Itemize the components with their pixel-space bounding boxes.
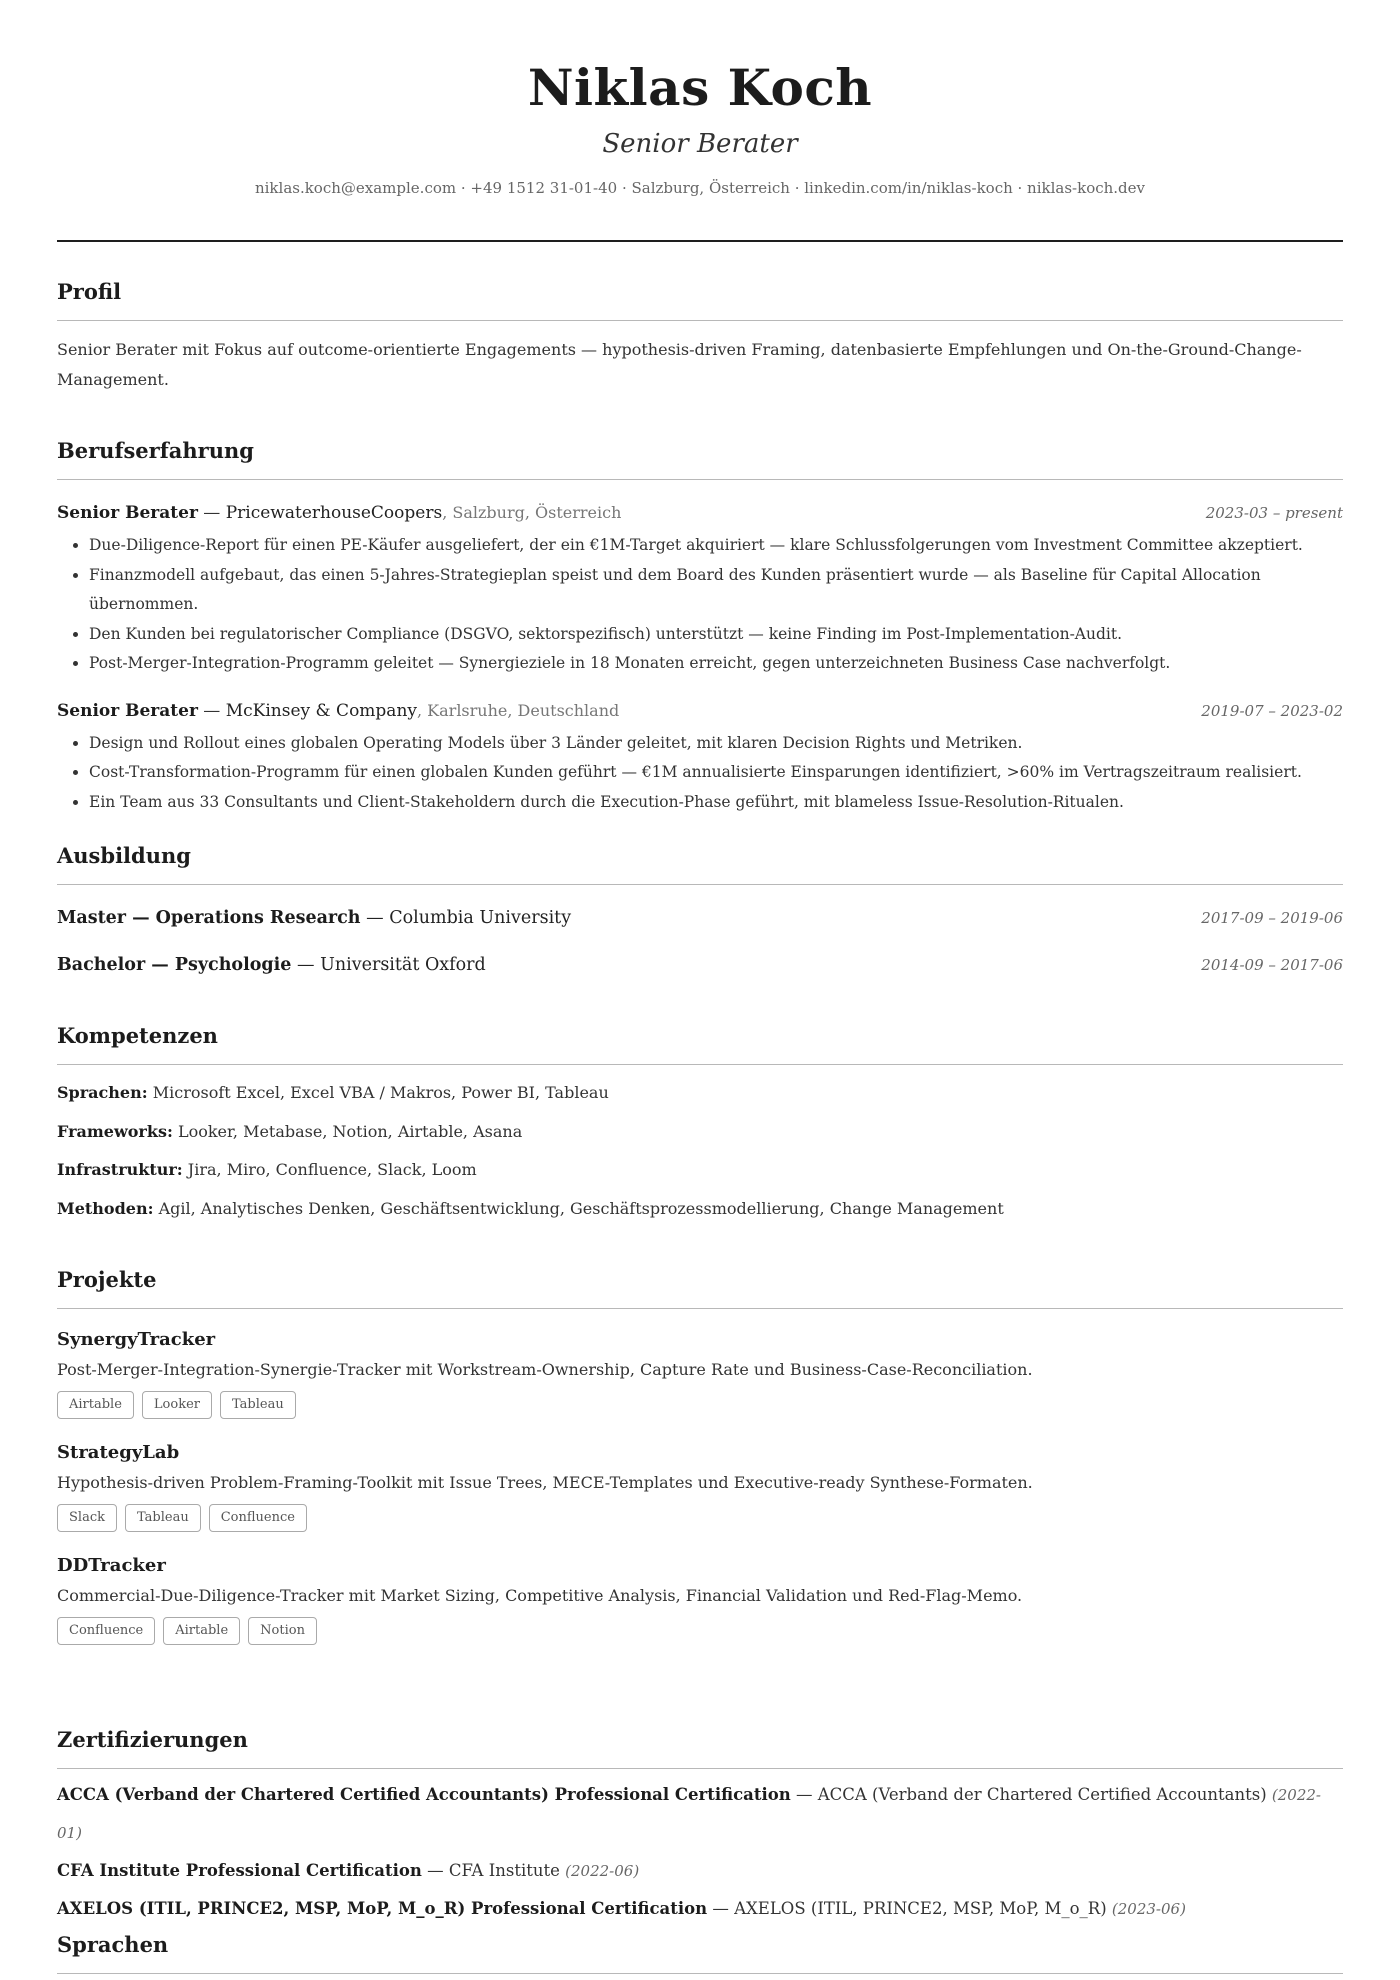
job-dates: 2023-03 – present xyxy=(1205,504,1343,522)
section-languages xyxy=(57,1931,1343,1974)
certification-entry xyxy=(57,1890,1343,1928)
skill-label: Infrastruktur: xyxy=(57,1160,183,1179)
tech-tag: Tableau xyxy=(220,1391,296,1419)
job-bullet: • Den Kunden bei regulatorischer Compliance (DSGVO, sektorspezifisch) unterstützt — keine Finding im Post-Implementation-Audit. xyxy=(89,620,1343,650)
comma-separator: , xyxy=(442,503,453,522)
section-certifications xyxy=(57,1726,1343,1928)
job-dates: 2019-07 – 2023-02 xyxy=(1201,701,1343,720)
section-education xyxy=(57,842,1343,978)
dash-separator: — xyxy=(790,1785,818,1804)
section-divider xyxy=(57,1308,1343,1309)
section-heading-skills: Kompetenzen xyxy=(57,1023,218,1048)
tech-tag: Tableau xyxy=(125,1504,201,1532)
dash-separator: — xyxy=(360,908,390,928)
job-bullet: • Finanzmodell aufgebaut, das einen 5-Jahres-Strategieplan speist und dem Board des Kunden präsentiert wurde — als Baseline für Capital Allocation übernommen. xyxy=(89,561,1343,620)
section-heading-languages: Sprachen xyxy=(57,1932,169,1957)
certification-date: (2022-06) xyxy=(565,1862,640,1880)
skill-value: Jira, Miro, Confluence, Slack, Loom xyxy=(187,1160,477,1179)
certification-date: (2023-06) xyxy=(1111,1900,1186,1918)
section-heading-profile: Profil xyxy=(57,279,122,304)
profile-text: Senior Berater mit Fokus auf outcome-orientierte Engagements — hypothesis-driven Framing, datenbasierte Empfehlungen und On-the-Ground-Change-Management. xyxy=(57,340,1302,389)
section-projects xyxy=(57,1266,1343,1645)
section-skills xyxy=(57,1022,1343,1228)
job-header xyxy=(57,698,1343,724)
project-name: DDTracker xyxy=(57,1555,166,1576)
certification-entry xyxy=(57,1852,1343,1890)
project-tags xyxy=(57,1504,1343,1532)
skill-value: Looker, Metabase, Notion, Airtable, Asana xyxy=(177,1121,523,1141)
certification-entry xyxy=(57,1776,1343,1852)
certification-issuer: AXELOS (ITIL, PRINCE2, MSP, MoP, M_o_R) xyxy=(734,1899,1107,1918)
project-tags xyxy=(57,1617,1343,1645)
skill-row xyxy=(57,1190,1343,1229)
section-heading-experience: Berufserfahrung xyxy=(57,438,254,463)
skill-row xyxy=(57,1113,1343,1152)
tech-tag: Slack xyxy=(57,1504,117,1532)
certification-list xyxy=(57,1776,1343,1928)
certification-name: ACCA (Verband der Chartered Certified Accountants) Professional Certification xyxy=(57,1785,791,1804)
skill-label: Frameworks: xyxy=(57,1121,173,1141)
project-entry xyxy=(57,1440,1343,1532)
job-role: Senior Berater xyxy=(57,503,198,523)
certification-date: (2022-01) xyxy=(57,1786,1322,1842)
section-heading-certifications: Zertifizierungen xyxy=(57,1727,248,1752)
education-degree: Bachelor — Psychologie xyxy=(57,955,292,975)
job-location: Karlsruhe, Deutschland xyxy=(427,700,620,720)
section-heading-projects: Projekte xyxy=(57,1267,157,1292)
dash-separator: — xyxy=(197,700,226,721)
job-bullet: • Due-Diligence-Report für einen PE-Käufer ausgeliefert, der ein €1M-Target akquiriert — klare Schlussfolgerungen vom Investment Committee akzeptiert. xyxy=(89,531,1343,561)
job-entry xyxy=(57,500,1343,679)
section-experience xyxy=(57,437,1343,817)
skill-value: Microsoft Excel, Excel VBA / Makros, Power BI, Tableau xyxy=(152,1083,609,1102)
project-name: SynergyTracker xyxy=(57,1329,216,1350)
job-bullets xyxy=(57,729,1343,818)
job-title: Senior Berater xyxy=(602,129,798,159)
project-tags xyxy=(57,1391,1343,1419)
section-divider xyxy=(57,1064,1343,1065)
dash-separator: — xyxy=(197,503,226,523)
project-entry xyxy=(57,1327,1343,1419)
certification-name: CFA Institute Professional Certification xyxy=(57,1861,422,1880)
job-bullet: • Design und Rollout eines globalen Operating Models über 3 Länder geleitet, mit klaren Decision Rights und Metriken. xyxy=(89,729,1343,759)
section-heading-education: Ausbildung xyxy=(57,843,191,868)
comma-separator: , xyxy=(417,700,428,720)
skills-list xyxy=(57,1074,1343,1228)
section-divider xyxy=(57,320,1343,321)
dash-separator: — xyxy=(707,1899,735,1918)
section-divider xyxy=(57,884,1343,885)
job-header xyxy=(57,500,1343,526)
skill-row xyxy=(57,1074,1343,1113)
certification-name: AXELOS (ITIL, PRINCE2, MSP, MoP, M_o_R) Professional Certification xyxy=(57,1899,708,1918)
project-description: Hypothesis-driven Problem-Framing-Toolkit mit Issue Trees, MECE-Templates und Executive-ready Synthese-Formaten. xyxy=(57,1473,1033,1492)
certification-issuer: ACCA (Verband der Chartered Certified Accountants) xyxy=(817,1785,1267,1804)
education-school: Universität Oxford xyxy=(320,955,486,975)
project-description: Commercial-Due-Diligence-Tracker mit Market Sizing, Competitive Analysis, Financial Validation und Red-Flag-Memo. xyxy=(57,1586,1023,1605)
skill-label: Methoden: xyxy=(57,1198,154,1218)
dash-separator: — xyxy=(291,955,321,975)
tech-tag: Confluence xyxy=(57,1617,155,1645)
tech-tag: Airtable xyxy=(57,1391,134,1419)
project-name: StrategyLab xyxy=(57,1442,180,1463)
job-bullet: • Cost-Transformation-Programm für einen globalen Kunden geführt — €1M annualisierte Einsparungen identifiziert, >60% im Vertragszeitraum realisiert. xyxy=(89,758,1343,788)
section-profile xyxy=(57,278,1343,395)
job-entry xyxy=(57,698,1343,818)
skill-row xyxy=(57,1151,1343,1190)
education-entry xyxy=(57,952,1343,978)
education-dates: 2017-09 – 2019-06 xyxy=(1201,909,1343,927)
resume-header xyxy=(0,0,1400,199)
header-divider xyxy=(57,240,1343,242)
person-name: Niklas Koch xyxy=(527,58,873,117)
certification-issuer: CFA Institute xyxy=(448,1861,560,1880)
tech-tag: Airtable xyxy=(163,1617,240,1645)
job-location: Salzburg, Österreich xyxy=(452,503,622,522)
education-degree: Master — Operations Research xyxy=(57,908,361,928)
job-company: McKinsey & Company xyxy=(225,700,417,721)
job-bullet: • Post-Merger-Integration-Programm geleitet — Synergieziele in 18 Monaten erreicht, gegen unterzeichneten Business Case nachverfolgt. xyxy=(89,649,1343,679)
job-bullet: • Ein Team aus 33 Consultants und Client-Stakeholdern durch die Execution-Phase geführt, mit blameless Issue-Resolution-Ritualen. xyxy=(89,788,1343,818)
skill-value: Agil, Analytisches Denken, Geschäftsentwicklung, Geschäftsprozessmodellierung, Change Management xyxy=(158,1198,1004,1218)
section-divider xyxy=(57,479,1343,480)
tech-tag: Looker xyxy=(142,1391,212,1419)
project-entry xyxy=(57,1553,1343,1645)
education-entry xyxy=(57,905,1343,931)
skill-label: Sprachen: xyxy=(57,1083,148,1102)
project-description: Post-Merger-Integration-Synergie-Tracker mit Workstream-Ownership, Capture Rate und Business-Case-Reconciliation. xyxy=(57,1360,1033,1379)
dash-separator: — xyxy=(421,1861,449,1880)
education-dates: 2014-09 – 2017-06 xyxy=(1201,956,1343,974)
job-company: PricewaterhouseCoopers xyxy=(225,503,443,523)
tech-tag: Confluence xyxy=(209,1504,307,1532)
section-divider xyxy=(57,1768,1343,1769)
job-bullets xyxy=(57,531,1343,679)
section-divider xyxy=(57,1973,1343,1974)
tech-tag: Notion xyxy=(248,1617,317,1645)
job-role: Senior Berater xyxy=(57,700,198,721)
education-school: Columbia University xyxy=(389,908,572,928)
contact-line: niklas.koch@example.com · +49 1512 31-01-40 · Salzburg, Österreich · linkedin.com/in/niklas-koch · niklas-koch.dev xyxy=(254,179,1146,197)
